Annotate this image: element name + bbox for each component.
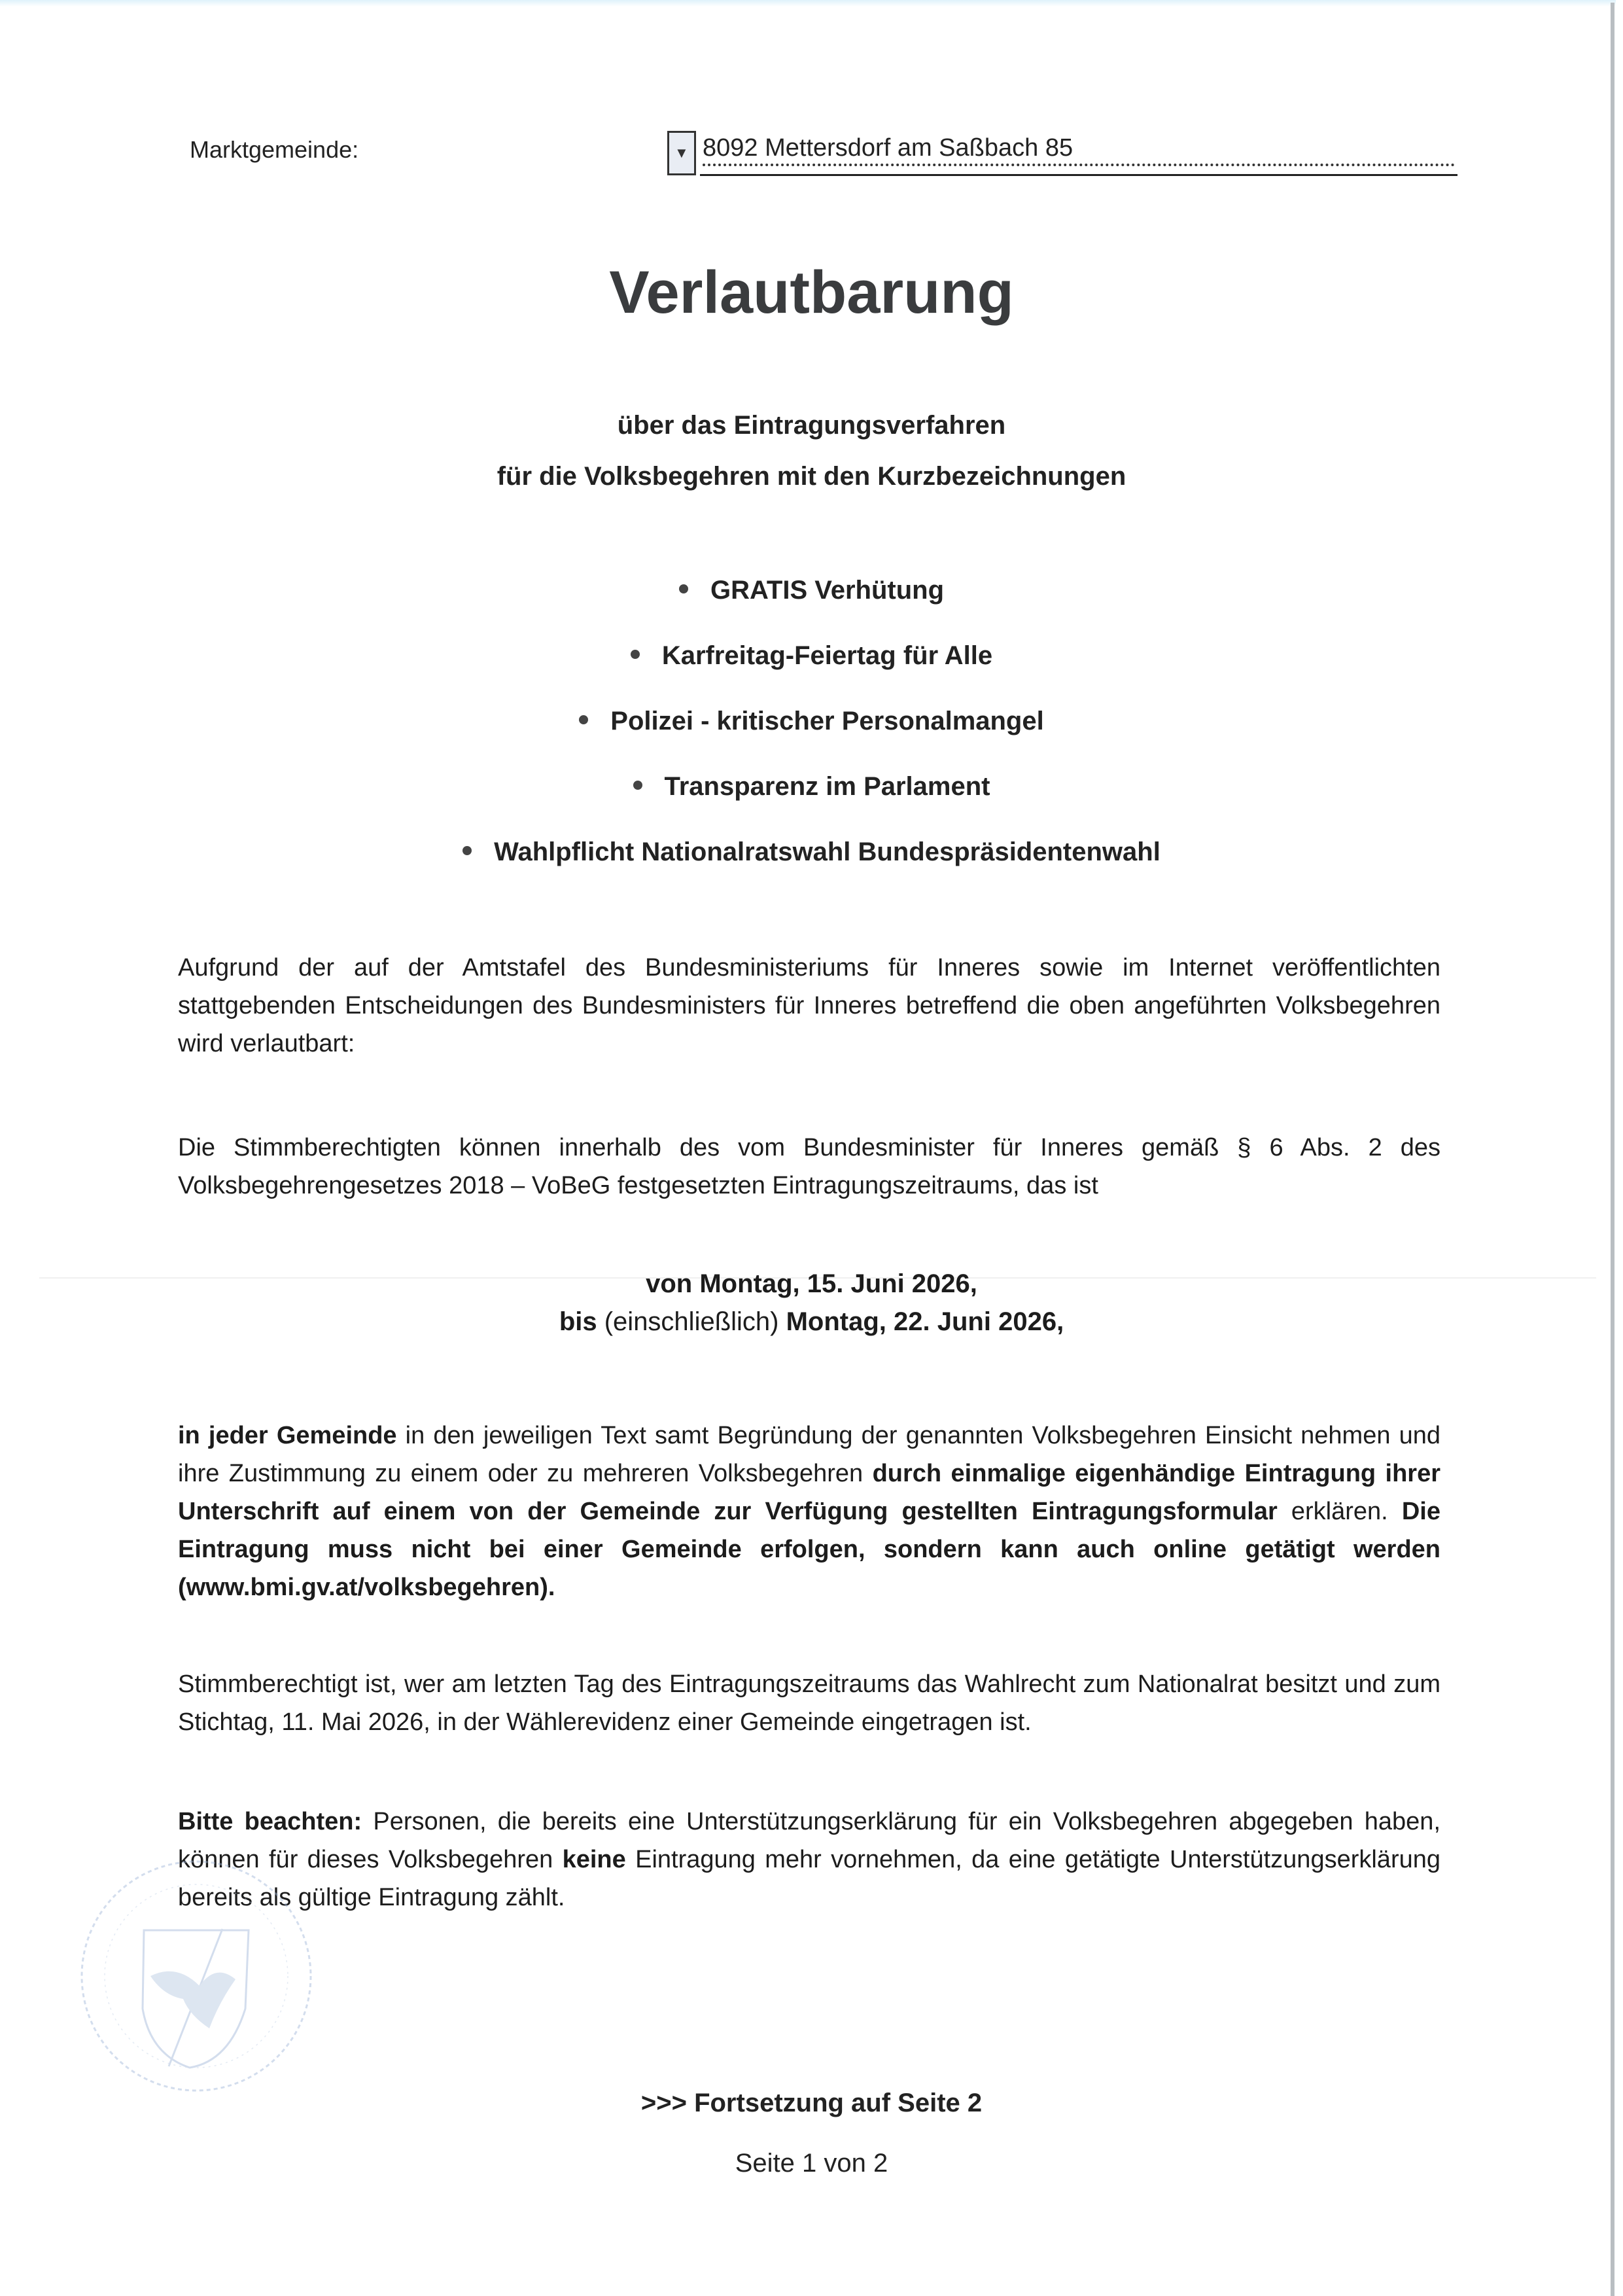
- bullet-icon: [679, 584, 688, 593]
- paragraph-voting-rights: Stimmberechtigt ist, wer am letzten Tag des Eintragungszeitraums das Wahlrecht zum Nationalrat besitzt und zum Stichtag, 11. Mai 2026, in der Wählerevidenz einer Gemeinde eingetragen ist.: [178, 1670, 1440, 1736]
- paragraph-notice: Bitte beachten: Personen, die bereits eine Unterstützungserklärung für ein Volksbegehren abgegeben haben, können für dieses Volksbegehren keine Eintragung mehr vornehmen, da eine getätigte Unterstützungserklärung bereits als gültige Eintragung zählt.: [178, 1808, 1440, 1911]
- heraldic-animal-icon: [150, 1971, 236, 2028]
- paragraph-registration: in jeder Gemeinde in den jeweiligen Text samt Begründung der genannten Volksbegehren Einsicht nehmen und ihre Zustimmung zu einem oder zu mehreren Volksbegehren durch einmalige eigenhändige Eintragung ihrer Unterschrift auf einem von der Gemeinde zur Verfügung gestellten Eintragungsformular erklären. Die Eintragung muss nicht bei einer Gemeinde erfolgen, sondern kann auch online getätigt werden (www.bmi.gv.at/volksbegehren).: [178, 1422, 1441, 1601]
- municipality-value[interactable]: 8092 Mettersdorf am Saßbach 85: [703, 132, 1455, 166]
- paragraph-legal-basis: Aufgrund der auf der Amtstafel des Bundesministeriums für Inneres sowie im Internet veröffentlichten stattgebenden Entscheidungen des Bundesministers für Inneres betreffend die oben angeführten Volksbegehren wird verlautbart:: [178, 954, 1440, 1057]
- period-to: bis (einschließlich) Montag, 22. Juni 2026,: [559, 1307, 1064, 1336]
- subtitle-line-1: über das Eintragungsverfahren: [617, 411, 1006, 440]
- online-registration-note: Die Eintragung muss nicht bei einer Gemeinde erfolgen, sondern kann auch online getätigt werden (www.bmi.gv.at/volksbegehren).: [178, 1498, 1440, 1601]
- scan-right-edge: [1611, 3, 1614, 2296]
- bullet-icon: [631, 650, 640, 659]
- period-from: von Montag, 15. Juni 2026,: [646, 1269, 977, 1298]
- bullet-icon: [579, 715, 588, 724]
- initiative-item: Wahlpflicht Nationalratswahl Bundespräsidentenwahl: [0, 838, 1623, 867]
- initiative-item: Polizei - kritischer Personalmangel: [0, 707, 1623, 736]
- chevron-down-icon: ▼: [674, 145, 689, 161]
- bullet-icon: [462, 846, 472, 855]
- initiative-item: GRATIS Verhütung: [0, 576, 1623, 605]
- dropdown-underline: [700, 174, 1457, 176]
- paragraph-eligibility-intro: Die Stimmberechtigten können innerhalb des vom Bundesminister für Inneres gemäß § 6 Abs. 2 des Volksbegehrengesetzes 2018 – VoBeG festgesetzten Eintragungszeitraums, das ist: [178, 1134, 1440, 1199]
- seal-inner-ring: [105, 1884, 288, 2068]
- page-number: Seite 1 von 2: [735, 2149, 888, 2178]
- municipality-label: Marktgemeinde:: [190, 136, 359, 163]
- page-title: Verlautbarung: [609, 259, 1014, 326]
- municipality-dropdown[interactable]: [667, 131, 1452, 178]
- seal-outer-ring: [82, 1862, 311, 2091]
- bullet-icon: [633, 781, 642, 790]
- official-seal-stamp: [59, 1845, 334, 2094]
- dropdown-button[interactable]: [667, 131, 696, 175]
- initiative-item: Karfreitag-Feiertag für Alle: [0, 641, 1623, 671]
- scan-top-edge: [0, 0, 1616, 7]
- continuation-note: >>> Fortsetzung auf Seite 2: [640, 2089, 983, 2117]
- initiative-item: Transparenz im Parlament: [0, 772, 1623, 802]
- header: [190, 131, 1446, 183]
- subtitle-line-2: für die Volksbegehren mit den Kurzbezeichnungen: [497, 462, 1126, 491]
